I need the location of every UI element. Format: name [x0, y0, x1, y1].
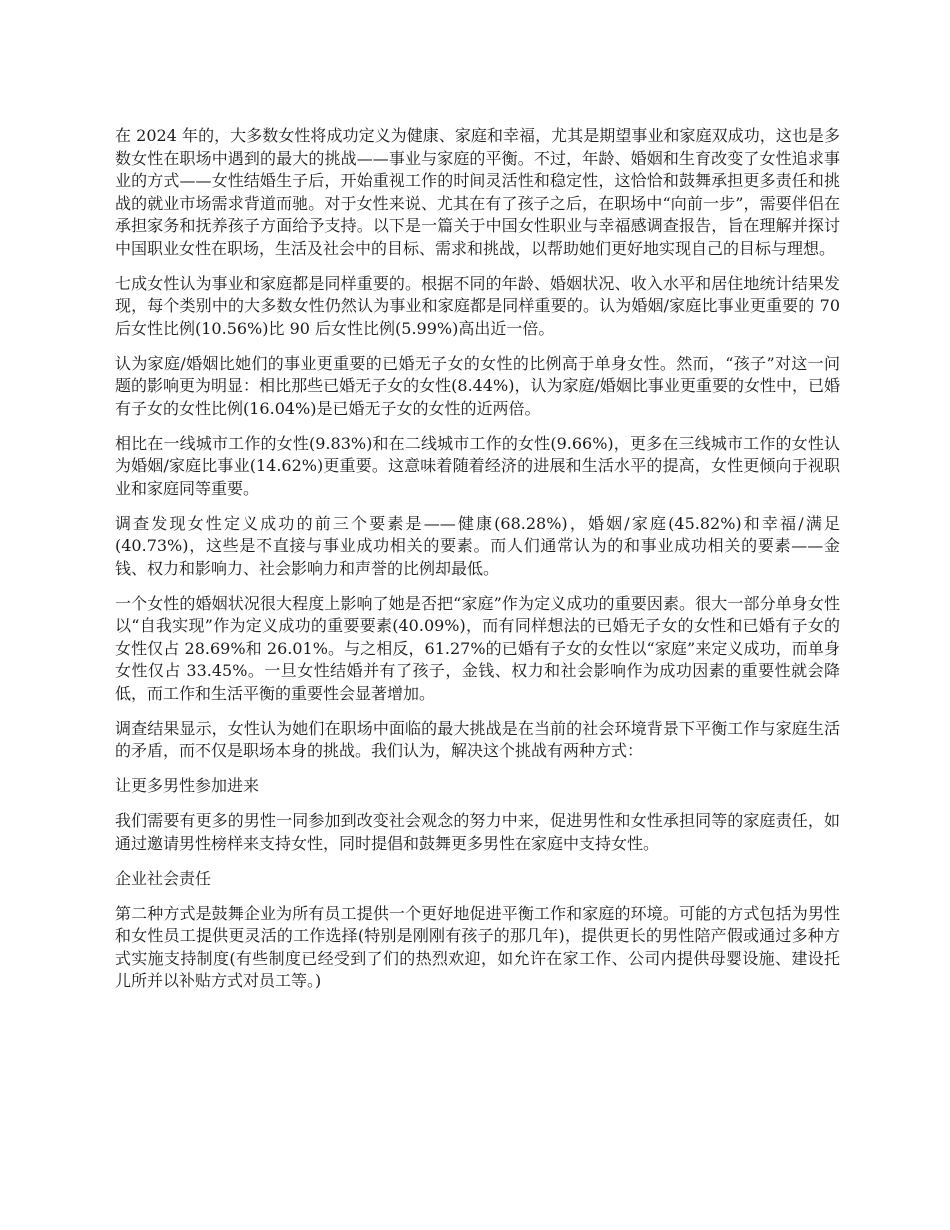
heading-involve-men: 让更多男性参加进来 [115, 776, 260, 795]
heading-corporate-responsibility: 企业社会责任 [115, 868, 212, 888]
document-page [115, 125, 840, 1005]
paragraph-intro: 在 2024 年的，大多数女性将成功定义为健康、家庭和幸福，尤其是期望事业和家庭双成功，这也是多数女性在职场中遇到的最大的挑战——事业与家庭的平衡。不过，年龄、婚姻和生育改变了女性追求事业的方式——女性结婚生子后，开始重视工作的时间灵活性和稳定性，这恰恰和鼓舞承担更多责任和挑战的就业市场需求背道而驰。对于女性来说、尤其在有了孩子之后，在职场中“向前一步”，需要伴侣在承担家务和抚养孩子方面给予支持。以下是一篇关于中国女性职业与幸福感调查报告，旨在理解并探讨中国职业女性在职场，生活及社会中的目标、需求和挑战，以帮助她们更好地实现自己的目标与理想。 [115, 126, 840, 258]
paragraph-corporate-responsibility: 第二种方式是鼓舞企业为所有员工提供一个更好地促进平衡工作和家庭的环境。可能的方式包括为男性和女性员工提供更灵活的工作选择(特别是刚刚有孩子的那几年)，提供更长的男性陪产假或通过多种方式实施支持制度(有些制度已经受到了们的热烈欢迎，如允许在家工作、公司内提供母婴设施、建设托儿所并以补贴方式对员工等。) [115, 903, 840, 990]
paragraph-married-with-children: 认为家庭/婚姻比她们的事业更重要的已婚无子女的女性的比例高于单身女性。然而，“孩子”对这一问题的影响更为明显：相比那些已婚无子女的女性(8.44%)，认为家庭/婚姻比事业更重要的女性中，已婚有子女的女性比例(16.04%)是已婚无子女的女性的近两倍。 [115, 353, 840, 418]
paragraph-marital-status: 一个女性的婚姻状况很大程度上影响了她是否把“家庭”作为定义成功的重要因素。很大一部分单身女性以“自我实现”作为定义成功的重要要素(40.09%)，而有同样想法的已婚无子女的女性和已婚有子女的女性仅占 28.69%和 26.01%。与之相反，61.27%的已婚有子女的女性以“家庭”来定义成功，而单身女性仅占 33.45%。一旦女性结婚并有了孩子，金钱、权力和社会影响作为成功因素的重要性就会降低，而工作和生活平衡的重要性会显著增加。 [115, 593, 840, 703]
paragraph-biggest-challenge: 调查结果显示，女性认为她们在职场中面临的最大挑战是在当前的社会环境背景下平衡工作与家庭生活的矛盾，而不仅是职场本身的挑战。我们认为，解决这个挑战有两种方式： [115, 718, 840, 760]
paragraph-career-family-equal: 七成女性认为事业和家庭都是同样重要的。根据不同的年龄、婚姻状况、收入水平和居住地统计结果发现，每个类别中的大多数女性仍然认为事业和家庭都是同样重要的。认为婚姻/家庭比事业更重要的 70 后女性比例(10.56%)比 90 后女性比例(5.99%)高出近一倍。 [115, 273, 840, 338]
paragraph-city-tiers: 相比在一线城市工作的女性(9.83%)和在二线城市工作的女性(9.66%)，更多在三线城市工作的女性认为婚姻/家庭比事业(14.62%)更重要。这意味着随着经济的进展和生活水平的提高，女性更倾向于视职业和家庭同等重要。 [115, 433, 840, 498]
paragraph-involve-men: 我们需要有更多的男性一同参加到改变社会观念的努力中来，促进男性和女性承担同等的家庭责任，如通过邀请男性榜样来支持女性，同时提倡和鼓舞更多男性在家庭中支持女性。 [115, 811, 840, 853]
paragraph-success-factors: 调查发现女性定义成功的前三个要素是——健康(68.28%)，婚姻/家庭(45.82%)和幸福/满足(40.73%)，这些是不直接与事业成功相关的要素。而人们通常认为的和事业成功相关的要素——金钱、权力和影响力、社会影响力和声誉的比例却最低。 [115, 513, 840, 578]
